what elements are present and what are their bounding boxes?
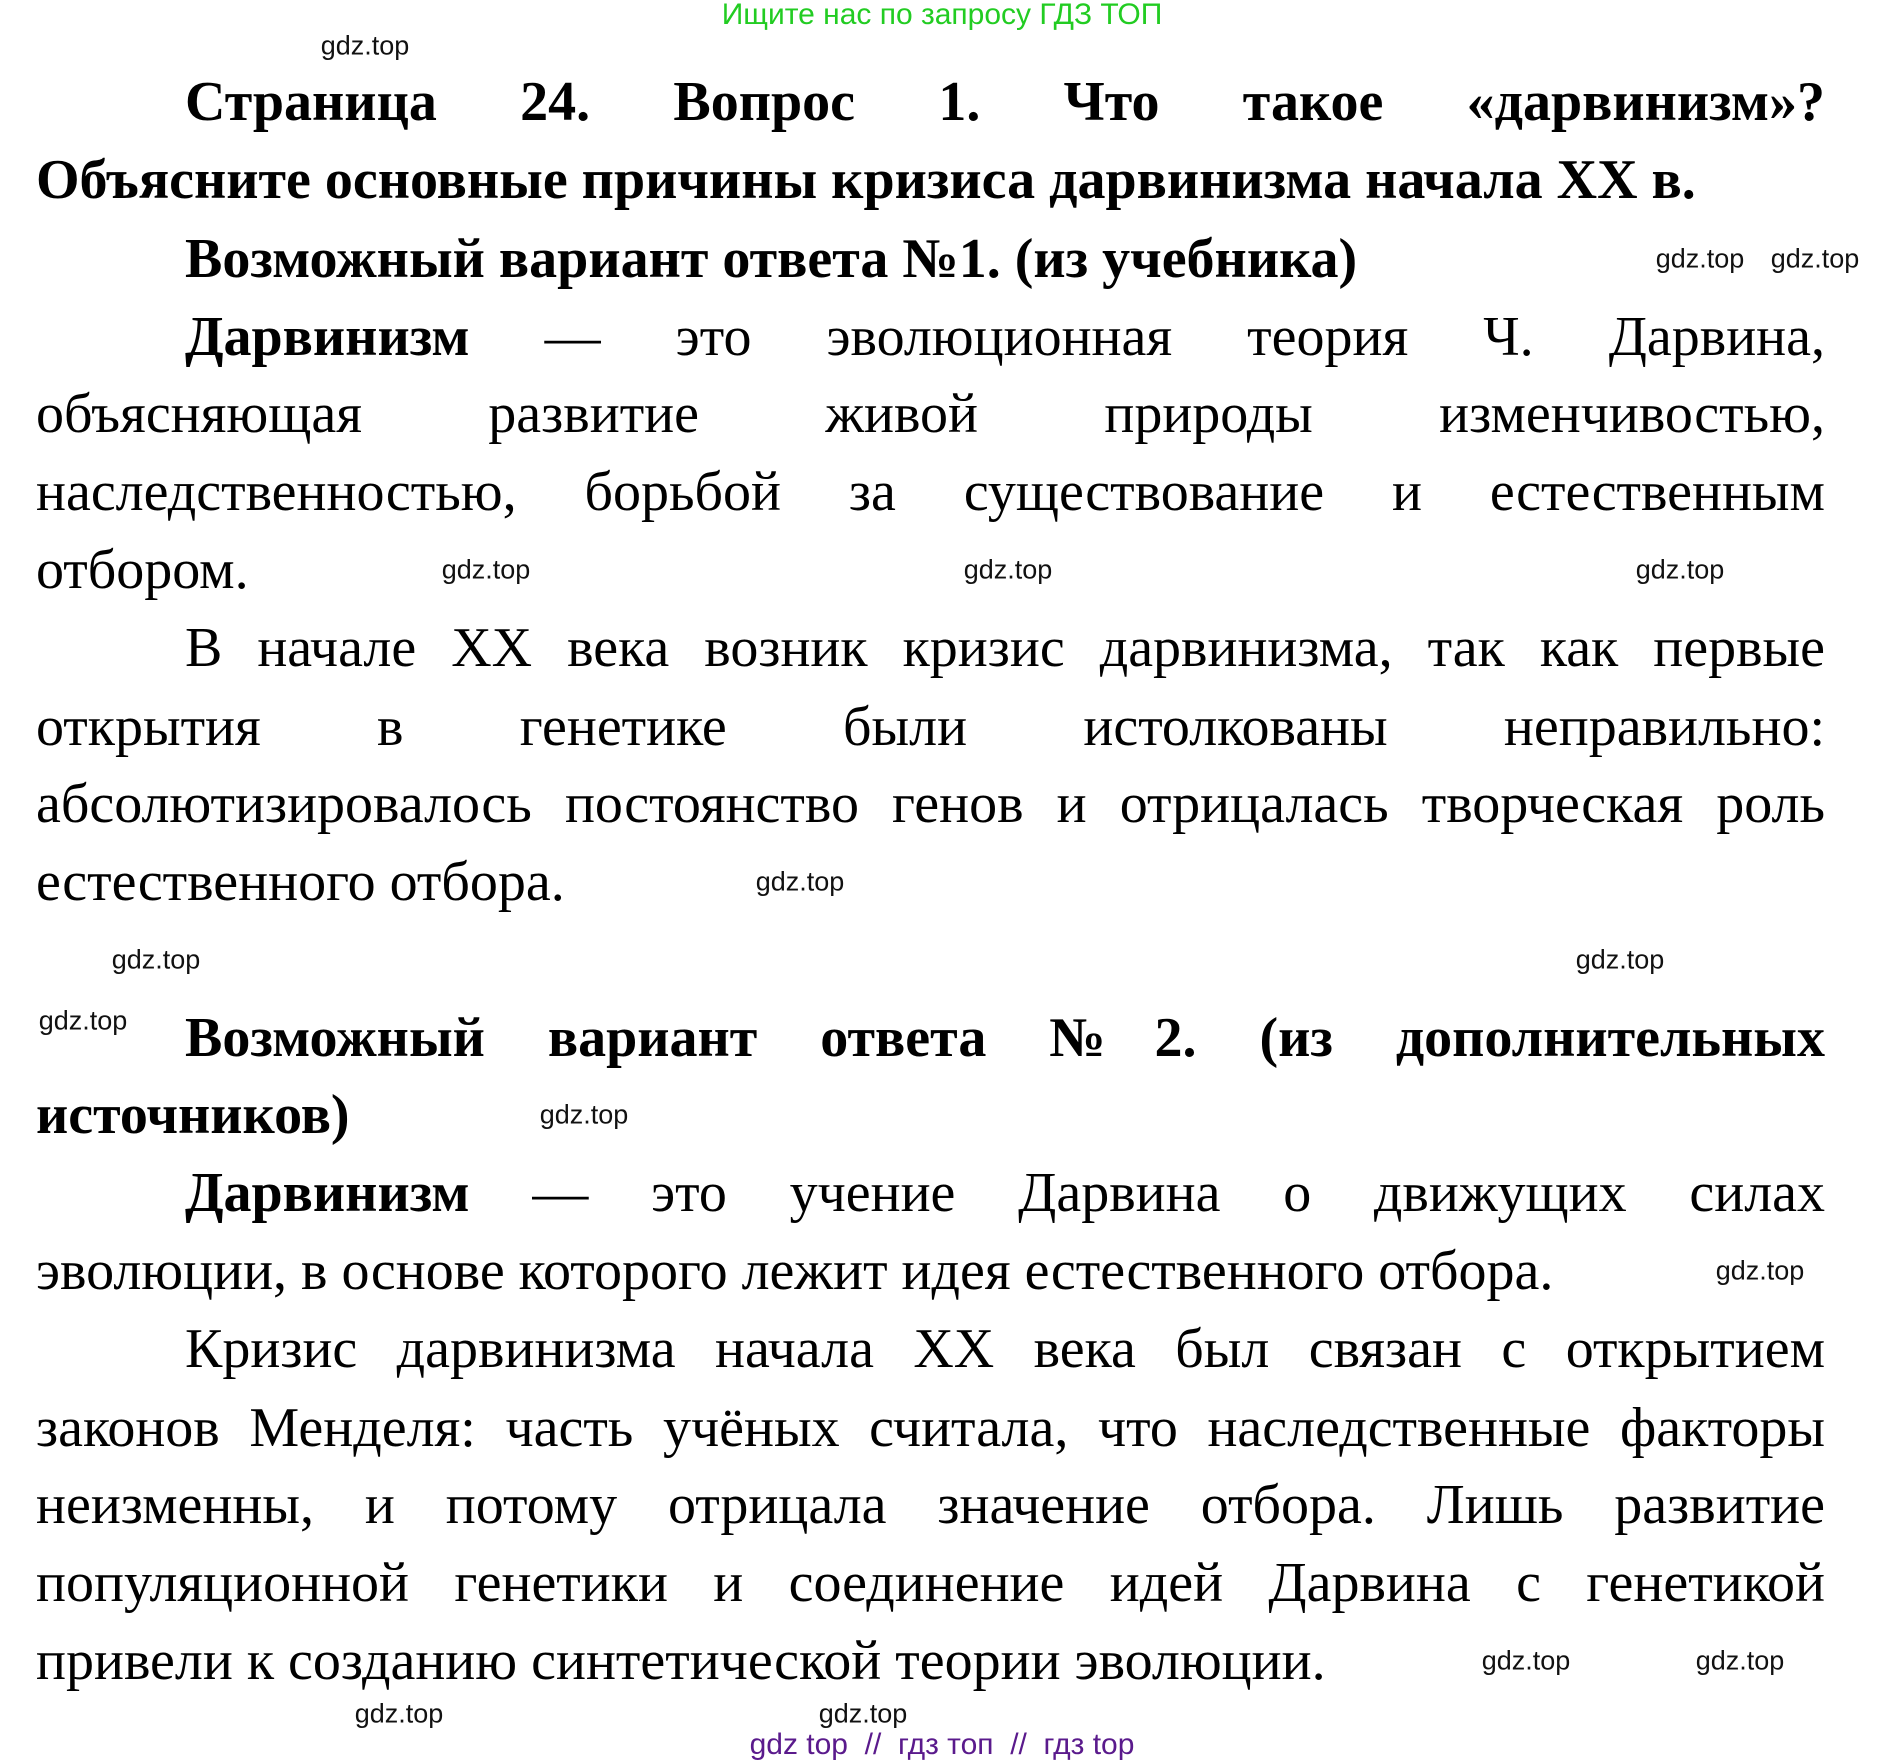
watermark: gdz.top [1695, 1645, 1785, 1676]
answer2-title-line: Возможный вариант ответа №2. (из дополнительных [185, 1007, 1825, 1069]
watermark: gdz.top [38, 1005, 128, 1036]
watermark: gdz.top [539, 1099, 629, 1130]
watermark: gdz.top [1770, 243, 1860, 274]
answer2-p1-line [185, 1154, 1825, 1232]
answer2-p2-line: законов Менделя: часть учёных считала, что наследственные факторы [36, 1397, 1825, 1459]
top-search-banner: Ищите нас по запросу ГДЗ ТОП [721, 0, 1163, 31]
watermark: gdz.top [441, 554, 531, 585]
watermark: gdz.top [963, 554, 1053, 585]
answer1-p2-line: абсолютизировалось постоянство генов и отрицалась творческая роль [36, 773, 1825, 835]
question-title-line-2: Объясните основные причины кризиса дарвинизма начала XX в. [36, 149, 1696, 211]
watermark: gdz.top [1575, 944, 1665, 975]
watermark: gdz.top [818, 1698, 908, 1729]
answer2-p2-line: популяционной генетики и соединение идей Дарвина с генетикой [36, 1552, 1825, 1614]
answer1-p1-line: объясняющая развитие живой природы изменчивостью, [36, 383, 1825, 445]
watermark: gdz.top [320, 30, 410, 61]
watermark: gdz.top [755, 866, 845, 897]
watermark: gdz.top [1635, 554, 1725, 585]
answer1-p2-line: открытия в генетике были истолкованы неправильно: [36, 696, 1825, 758]
definition-text: — это эволюционная теория Ч. Дарвина, [469, 306, 1825, 368]
answer2-title-line: источников) [36, 1084, 350, 1146]
term-darwinism: Дарвинизм [185, 306, 470, 368]
answer2-p1-line: эволюции, в основе которого лежит идея естественного отбора. [36, 1240, 1554, 1302]
watermark: gdz.top [1655, 243, 1745, 274]
watermark: gdz.top [1481, 1645, 1571, 1676]
watermark: gdz.top [354, 1698, 444, 1729]
answer1-p2-line: естественного отбора. [36, 851, 565, 913]
answer2-p2-line: Кризис дарвинизма начала XX века был связан с открытием [185, 1318, 1825, 1380]
answer1-p2-line: В начале XX века возник кризис дарвинизма, так как первые [185, 617, 1825, 679]
question-title-line-1: Страница 24. Вопрос 1. Что такое «дарвинизм»? [185, 71, 1825, 133]
answer1-p1-line: отбором. [36, 539, 249, 601]
term-darwinism: Дарвинизм [185, 1162, 470, 1224]
bottom-banner: gdz top // гдз топ // гдз top [749, 1728, 1135, 1761]
answer1-p1-line [185, 298, 1825, 376]
answer2-p2-line: привели к созданию синтетической теории эволюции. [36, 1630, 1326, 1692]
answer1-title: Возможный вариант ответа №1. (из учебника) [185, 228, 1358, 290]
answer1-p1-line: наследственностью, борьбой за существование и естественным [36, 461, 1825, 523]
watermark: gdz.top [111, 944, 201, 975]
watermark: gdz.top [1715, 1255, 1805, 1286]
definition-text: — это учение Дарвина о движущих силах [469, 1162, 1825, 1224]
answer2-p2-line: неизменны, и потому отрицала значение отбора. Лишь развитие [36, 1474, 1825, 1536]
